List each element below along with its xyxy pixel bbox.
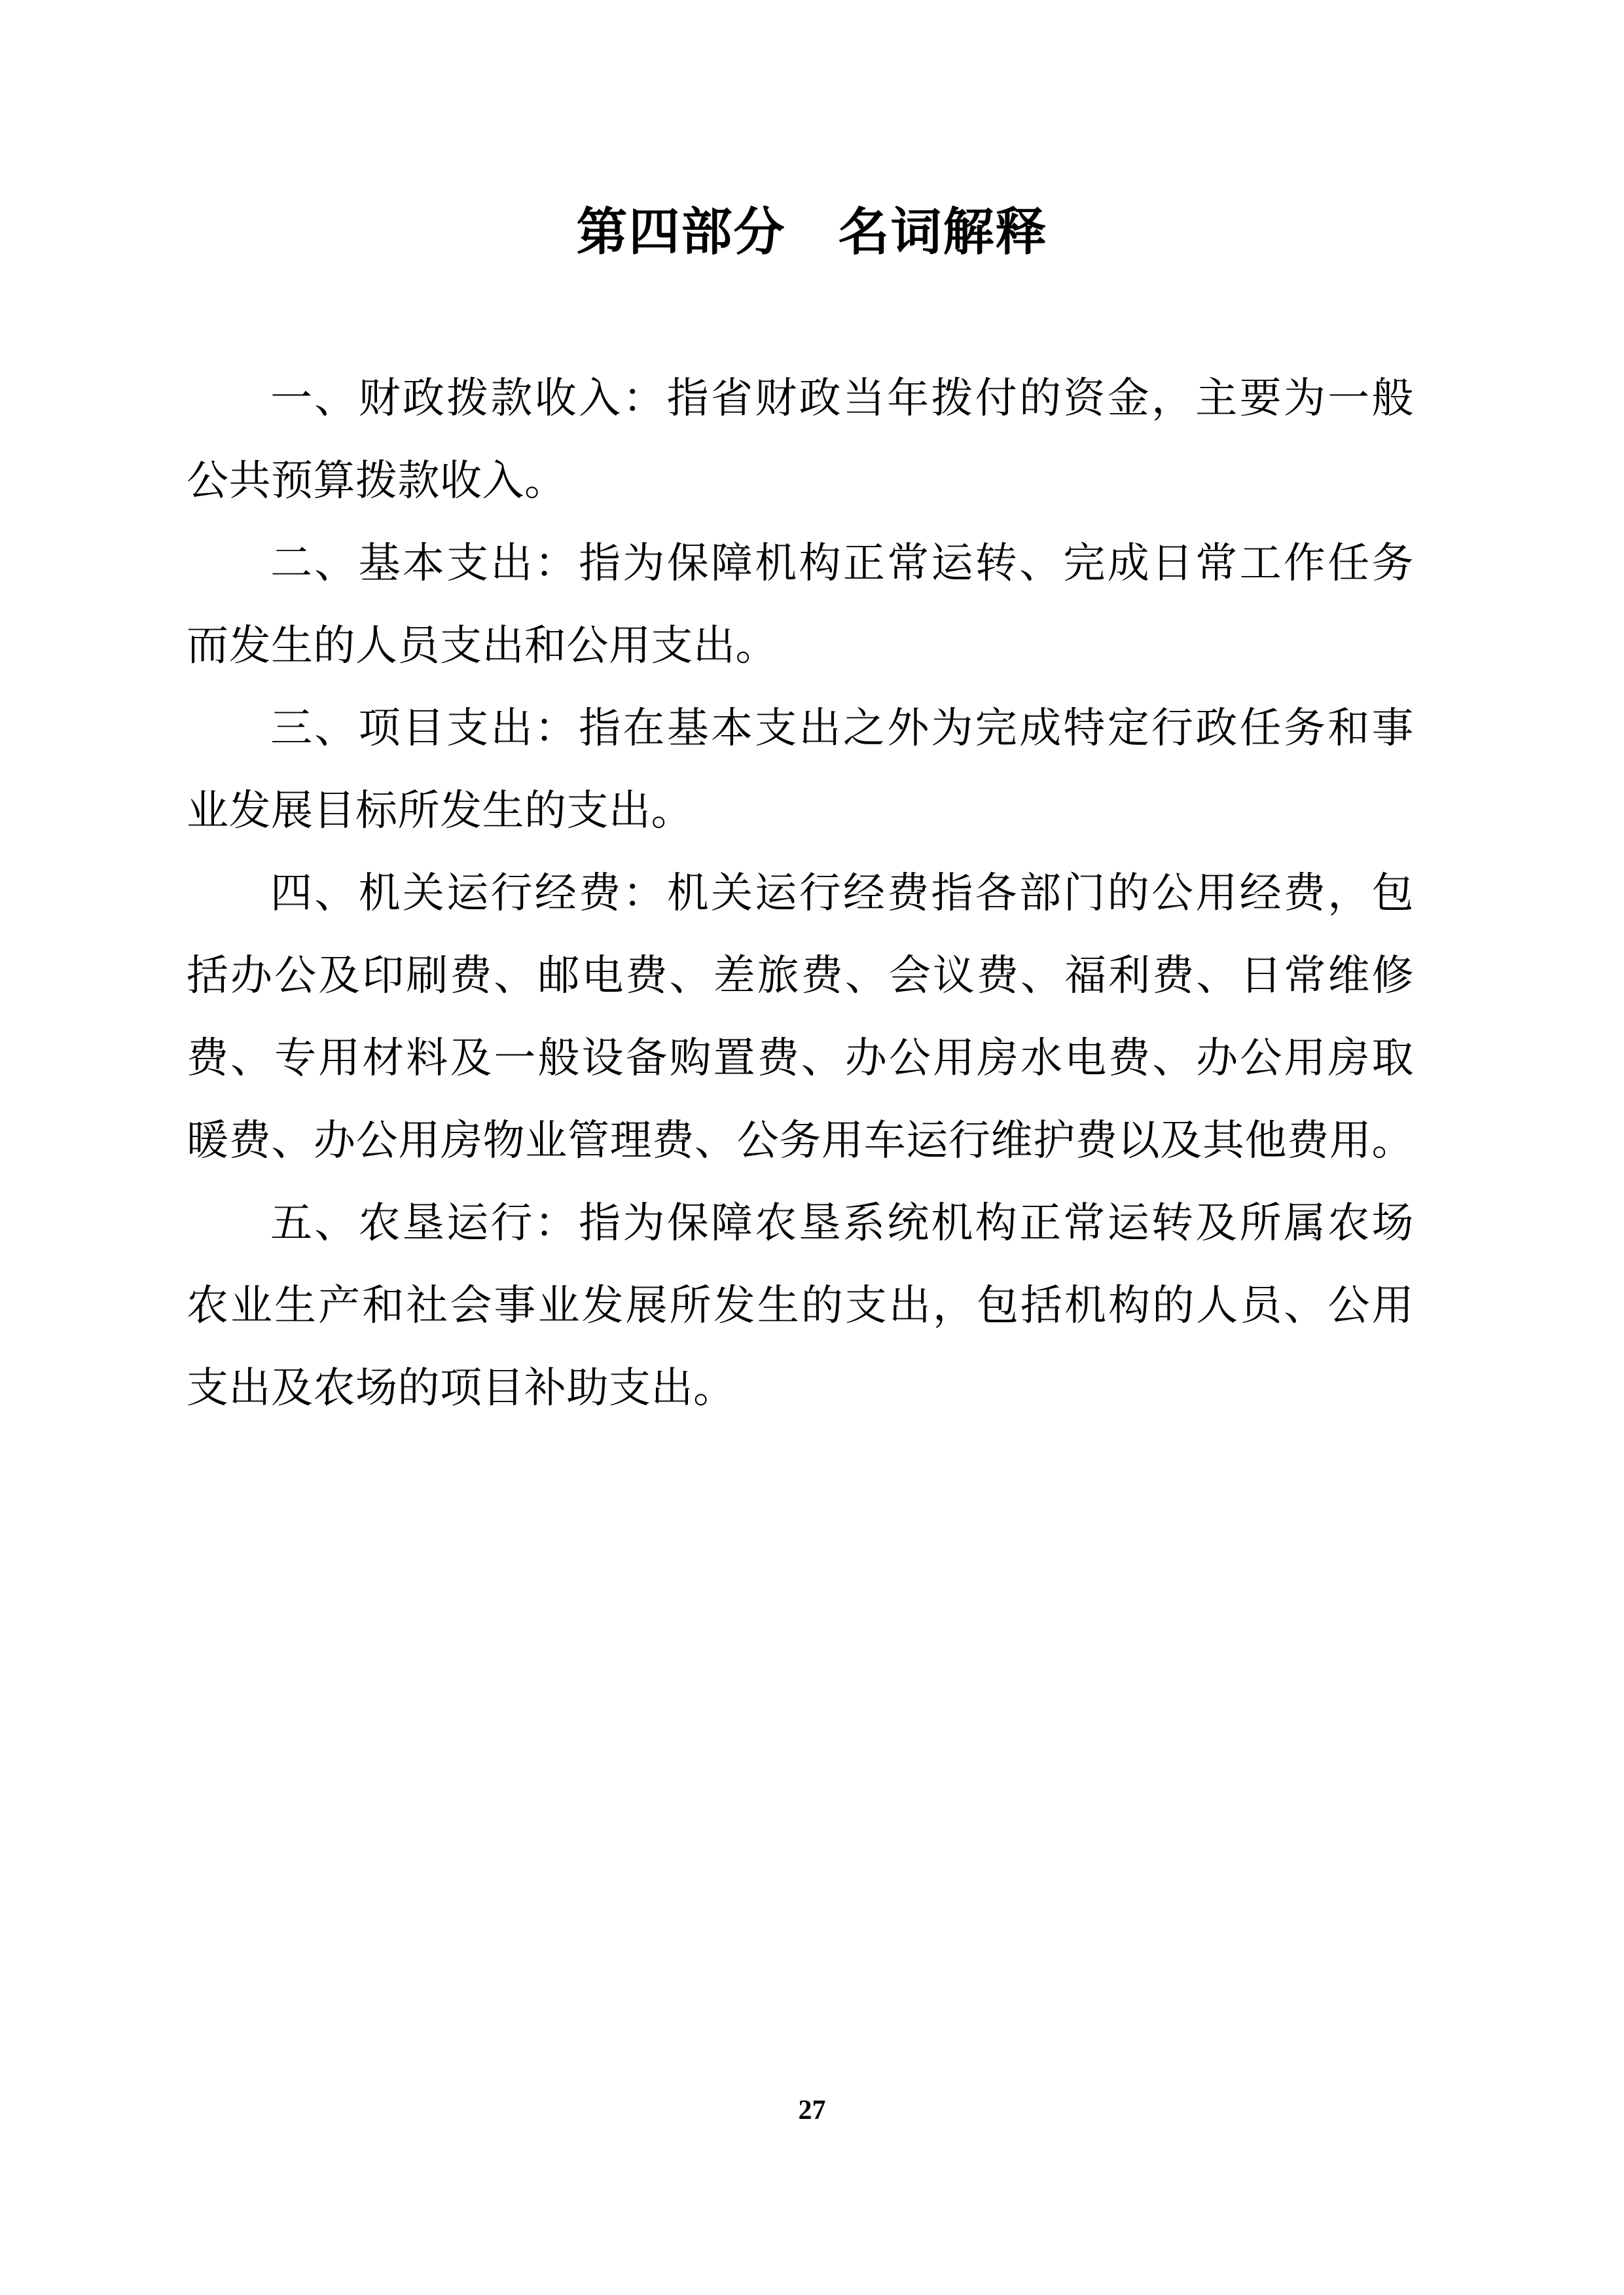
text-line: 一、财政拨款收入：指省财政当年拨付的资金，主要为一般: [270, 375, 1414, 422]
paragraph-fiscal-appropriation-income: [187, 357, 1414, 522]
text-line: 支出及农场的项目补助支出。: [187, 1365, 736, 1411]
text-line: 四、机关运行经费：机关运行经费指各部门的公用经费，包: [270, 870, 1414, 916]
text-line: 二、基本支出：指为保障机构正常运转、完成日常工作任务: [270, 540, 1414, 587]
text-line: 费、专用材料及一般设备购置费、办公用房水电费、办公用房取: [187, 1035, 1414, 1081]
text-line: 业发展目标所发生的支出。: [187, 787, 693, 834]
page-number: 27: [798, 2095, 826, 2125]
text-line: 暖费、办公用房物业管理费、公务用车运行维护费以及其他费用。: [187, 1117, 1414, 1164]
text-line: 三、项目支出：指在基本支出之外为完成特定行政任务和事: [270, 705, 1414, 751]
text-line: 公共预算拨款收入。: [187, 458, 567, 504]
page-title: 第四部分 名词解释: [576, 203, 1048, 261]
body-text: [187, 357, 1414, 1430]
text-line: 而发生的人员支出和公用支出。: [187, 623, 778, 669]
paragraph-basic-expenditure: [187, 522, 1414, 687]
text-line: 农业生产和社会事业发展所发生的支出，包括机构的人员、公用: [187, 1282, 1414, 1329]
paragraph-project-expenditure: [187, 687, 1414, 852]
paragraph-state-farm-operation: [187, 1182, 1414, 1430]
text-line: 五、农垦运行：指为保障农垦系统机构正常运转及所属农场: [270, 1200, 1414, 1246]
paragraph-agency-operating-funds: [187, 852, 1414, 1182]
text-line: 括办公及印刷费、邮电费、差旅费、会议费、福利费、日常维修: [187, 952, 1414, 999]
